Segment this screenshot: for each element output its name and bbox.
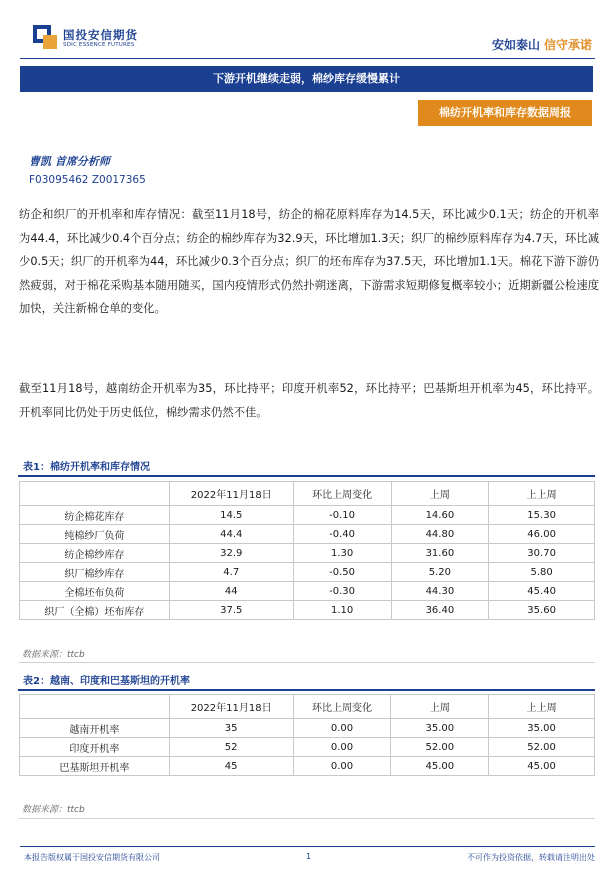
footer-divider — [20, 846, 595, 847]
table-cell: 1.30 — [293, 544, 391, 563]
table-cell: 纯棉纱厂负荷 — [20, 525, 170, 544]
table-cell: 4.7 — [169, 563, 293, 582]
table2 — [19, 694, 595, 776]
table-header-cell: 上周 — [391, 482, 489, 506]
table-cell: 45.00 — [391, 757, 489, 776]
table-cell: 织厂（全棉）坯布库存 — [20, 601, 170, 620]
table1 — [19, 481, 595, 620]
table-row — [20, 544, 595, 563]
company-logo — [33, 25, 143, 53]
table-cell: -0.40 — [293, 525, 391, 544]
table1-source-rule — [19, 662, 595, 663]
table-cell: 44 — [169, 582, 293, 601]
table-header-cell: 上上周 — [489, 695, 595, 719]
table-cell: 52 — [169, 738, 293, 757]
table-header-cell: 环比上周变化 — [293, 695, 391, 719]
table-cell: 纺企棉纱库存 — [20, 544, 170, 563]
table-cell: 31.60 — [391, 544, 489, 563]
body-paragraph-2: 截至11月18号，越南纺企开机率为35，环比持平；印度开机率52，环比持平；巴基斯坦开机率为45，环比持平。开机率同比仍处于历史低位，棉纱需求仍然不佳。 — [19, 382, 599, 419]
table-row — [20, 719, 595, 738]
footer-page-number: 1 — [306, 852, 312, 861]
table-header-cell: 上周 — [391, 695, 489, 719]
logo-chinese-name: 国投安信期货 — [63, 28, 138, 42]
table-header-row — [20, 695, 595, 719]
table-header-cell: 2022年11月18日 — [169, 482, 293, 506]
table-cell: 35.00 — [489, 719, 595, 738]
table-cell: 52.00 — [391, 738, 489, 757]
table-cell: 0.00 — [293, 738, 391, 757]
logo-mark-icon — [33, 25, 59, 51]
table-cell: 45.00 — [489, 757, 595, 776]
table-cell: 35 — [169, 719, 293, 738]
author-certificates: F03095462 Z0017365 — [29, 174, 146, 186]
table-header-cell: 2022年11月18日 — [169, 695, 293, 719]
table-cell: 35.60 — [489, 601, 595, 620]
table-cell: 30.70 — [489, 544, 595, 563]
table-cell: 52.00 — [489, 738, 595, 757]
table-cell: 1.10 — [293, 601, 391, 620]
table-cell: 5.80 — [489, 563, 595, 582]
footer-disclaimer: 不可作为投资依据，转载请注明出处 — [467, 853, 595, 862]
table1-title: 表1：棉纺开机率和库存情况 — [23, 462, 150, 473]
footer-copyright: 本报告版权属于国投安信期货有限公司 — [24, 853, 160, 862]
table-cell: 44.30 — [391, 582, 489, 601]
slogan-part1: 安如泰山 — [491, 38, 540, 52]
table-cell: 5.20 — [391, 563, 489, 582]
table-cell: -0.10 — [293, 506, 391, 525]
report-title-banner: 下游开机继续走弱，棉纱库存缓慢累计 — [20, 66, 593, 92]
table-cell: 印度开机率 — [20, 738, 170, 757]
table-row — [20, 506, 595, 525]
table-cell: 巴基斯坦开机率 — [20, 757, 170, 776]
report-type-tag: 棉纺开机率和库存数据周报 — [418, 100, 592, 126]
table2-source-rule — [19, 818, 595, 819]
table-row — [20, 601, 595, 620]
table-cell: 纺企棉花库存 — [20, 506, 170, 525]
table-row — [20, 563, 595, 582]
table2-source: 数据来源：ttcb — [22, 805, 85, 815]
table-header-cell: 环比上周变化 — [293, 482, 391, 506]
table-cell: 0.00 — [293, 757, 391, 776]
table-cell: 0.00 — [293, 719, 391, 738]
table-row — [20, 525, 595, 544]
table-cell: 45 — [169, 757, 293, 776]
table-cell: 45.40 — [489, 582, 595, 601]
table-row — [20, 757, 595, 776]
table-cell: 35.00 — [391, 719, 489, 738]
table-header-row — [20, 482, 595, 506]
company-slogan — [492, 36, 592, 53]
table1-source: 数据来源：ttcb — [22, 650, 85, 660]
table2-title: 表2：越南、印度和巴基斯坦的开机率 — [23, 676, 190, 687]
table-cell: 44.80 — [391, 525, 489, 544]
table1-rule — [18, 475, 595, 477]
table-row — [20, 582, 595, 601]
table-header-cell — [20, 482, 170, 506]
body-paragraph-1: 纺企和织厂的开机率和库存情况：截至11月18号，纺企的棉花原料库存为14.5天，环比减少0.1天；纺企的开机率为44.4，环比减少0.4个百分点；纺企的棉纱库存为32.9天，环比增加1.3天；织厂的棉纱原料库存为4.7天，环比减少0.5天；织厂的开机率为44，环比减少0.3个百分点；织厂的坯布库存为37.5天，环比增加1.1天。棉花下游下游仍然疲弱，对于棉花采购基本随用随买，国内疫情形式仍然扑朔迷离，下游需求短期修复概率较小；近期新疆公检速度加快，关注新棉仓单的变化。 — [19, 208, 599, 315]
table-header-cell — [20, 695, 170, 719]
header-divider — [20, 58, 595, 59]
table2-rule — [18, 689, 595, 691]
table-cell: 14.60 — [391, 506, 489, 525]
table-cell: 37.5 — [169, 601, 293, 620]
table-cell: 44.4 — [169, 525, 293, 544]
table-cell: 15.30 — [489, 506, 595, 525]
table-row — [20, 738, 595, 757]
table-cell: 织厂棉纱库存 — [20, 563, 170, 582]
table-header-cell: 上上周 — [489, 482, 595, 506]
table-cell: -0.50 — [293, 563, 391, 582]
table-cell: 46.00 — [489, 525, 595, 544]
report-header — [0, 0, 615, 60]
table-cell: 32.9 — [169, 544, 293, 563]
table-cell: 全棉坯布负荷 — [20, 582, 170, 601]
table-cell: 36.40 — [391, 601, 489, 620]
table-cell: -0.30 — [293, 582, 391, 601]
logo-english-name: SDIC ESSENCE FUTURES — [63, 42, 135, 48]
author-name: 曹凯 首席分析师 — [29, 155, 110, 168]
slogan-part2: 信守承诺 — [543, 38, 592, 52]
table-cell: 越南开机率 — [20, 719, 170, 738]
table-cell: 14.5 — [169, 506, 293, 525]
